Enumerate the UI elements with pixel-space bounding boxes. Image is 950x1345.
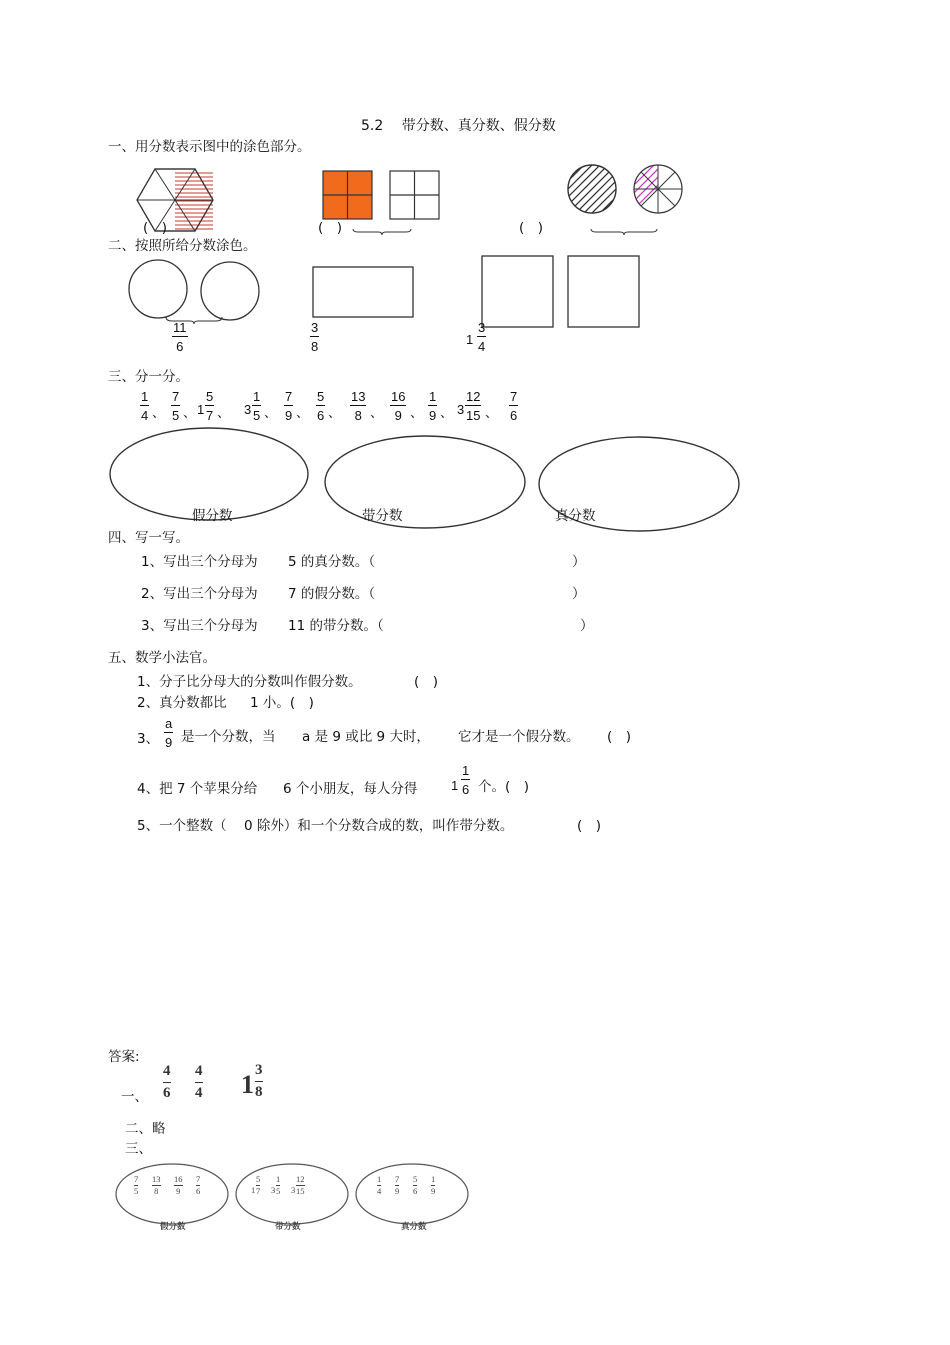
answer-mini-fraction: 1 4 (377, 1174, 382, 1196)
oval-label-proper: 真分数 (555, 508, 596, 524)
answer-oval-label-3: 真分数 (401, 1222, 427, 1232)
write-q2-a: 2、写出三个分母为 (141, 586, 258, 602)
fraction-list-item: $\frac{7}{9}$ (285, 389, 293, 423)
fraction-list-item: $\frac{1}{4}$ (141, 389, 149, 423)
answer-oval-2 (234, 1162, 350, 1228)
answer-mini-fraction: 12 15 (296, 1174, 305, 1196)
judge-q3-fraction: $\frac{a}{9}$ (165, 716, 173, 750)
fraction-list-separator: 、 (217, 406, 231, 421)
answer-mini-fraction: 7 5 (134, 1174, 139, 1196)
section-3-heading: 三、分一分。 (108, 369, 189, 385)
answer-mini-fraction: 5 7 (256, 1174, 261, 1196)
write-q2-close[interactable]: ） (572, 586, 586, 602)
rectangle-figure (312, 266, 416, 320)
judge-q3-b: a 是 9 或比 9 大时， (302, 729, 430, 745)
answer-mini-fraction: 5 6 (413, 1174, 418, 1196)
hatched-circle-figure (566, 163, 620, 217)
oval-label-improper: 假分数 (192, 508, 233, 524)
fraction-list-separator: 、 (410, 406, 424, 421)
brace-1 (352, 228, 412, 236)
section-2-heading: 二、按照所给分数涂色。 (108, 238, 257, 254)
sector-circle-figure (632, 163, 686, 217)
answer-mini-fraction: 13 8 (152, 1174, 161, 1196)
given-whole-3: 1 (466, 332, 474, 347)
brace-2 (590, 228, 658, 236)
judge-q3-paren[interactable]: ( ) (607, 729, 632, 745)
answer-blank-1[interactable]: ( ) (143, 220, 168, 236)
fraction-list-item: $\frac{13}{8}$ (351, 389, 366, 423)
judge-q3-c: 它才是一个假分数。 (458, 729, 580, 745)
answer-mini-fraction: 1 5 (276, 1174, 281, 1196)
fraction-list-separator: 、 (328, 406, 342, 421)
answer-3-label: 三、 (125, 1141, 152, 1157)
answer-blank-3[interactable]: ( ) (519, 220, 544, 236)
fraction-list-item: $\frac{7}{6}$ (510, 389, 518, 423)
answer-mini-whole: 3 (271, 1185, 276, 1195)
answer-3-image (112, 1160, 472, 1232)
page-title: 5.2 带分数、真分数、假分数 (361, 118, 556, 134)
fraction-list-whole: 3 (457, 402, 465, 417)
judge-q4-a: 4、把 7 个苹果分给 (137, 781, 258, 797)
answer-1-label: 一、 (121, 1089, 148, 1105)
write-q1-b: 5 的真分数。（ (288, 554, 376, 570)
judge-q5-a: 5、一个整数（ (137, 818, 227, 834)
answer-mini-fraction: 7 9 (395, 1174, 400, 1196)
fraction-list-separator: 、 (152, 406, 166, 421)
answer-1-fraction-2: $\frac{4}{4}$ (195, 1063, 203, 1101)
square-a-figure (481, 255, 555, 329)
answer-oval-label-1: 假分数 (160, 1222, 186, 1232)
given-fraction-2: $\frac{3}{8}$ (311, 320, 319, 354)
fraction-list-item: $\frac{12}{15}$ (466, 389, 481, 423)
fraction-list-separator: 、 (183, 406, 197, 421)
answer-1-fraction-1: $\frac{4}{6}$ (163, 1063, 171, 1101)
write-q3-a: 3、写出三个分母为 (141, 618, 258, 634)
empty-square-figure (389, 170, 441, 220)
judge-q4-fraction: $\frac{1}{6}$ (462, 763, 470, 797)
two-circles-figure (128, 258, 264, 324)
fraction-list-item: $\frac{1}{5}$ (253, 389, 261, 423)
answer-1-whole-3: 1 (241, 1070, 254, 1099)
write-q1-close[interactable]: ） (572, 554, 586, 570)
answer-mini-fraction: 1 9 (431, 1174, 436, 1196)
fraction-list-item: $\frac{7}{5}$ (172, 389, 180, 423)
judge-q2-a: 2、真分数都比 (137, 695, 227, 711)
answer-1-fraction-3: $\frac{3}{8}$ (255, 1062, 263, 1100)
section-4-heading: 四、写一写。 (108, 530, 189, 546)
fraction-list-whole: 1 (197, 402, 205, 417)
fraction-list-item: $\frac{5}{6}$ (317, 389, 325, 423)
judge-q3-pre: 3、 (137, 731, 160, 747)
section-5-heading: 五、数学小法官。 (108, 650, 216, 666)
fraction-list-separator: 、 (485, 406, 499, 421)
oval-mixed (323, 434, 529, 532)
given-fraction-1: $\frac{11}{6}$ (173, 320, 187, 354)
fraction-list-item: $\frac{16}{9}$ (391, 389, 406, 423)
answers-label: 答案: (108, 1049, 140, 1065)
fraction-list-separator: 、 (370, 406, 384, 421)
section-1-heading: 一、用分数表示图中的涂色部分。 (108, 139, 311, 155)
judge-q2-b[interactable]: 1 小。( ) (250, 695, 314, 711)
fraction-list-item: $\frac{5}{7}$ (206, 389, 214, 423)
answer-mini-fraction: 7 6 (196, 1174, 201, 1196)
answer-mini-whole: 3 (291, 1185, 296, 1195)
fraction-list-whole: 3 (244, 402, 252, 417)
judge-q4-c[interactable]: 个。( ) (478, 779, 530, 795)
judge-q4-whole: 1 (451, 778, 459, 793)
write-q3-b: 11 的带分数。（ (288, 618, 384, 634)
given-fraction-3: $\frac{3}{4}$ (478, 320, 486, 354)
write-q2-b: 7 的假分数。（ (288, 586, 376, 602)
square-b-figure (567, 255, 641, 329)
answer-oval-1 (114, 1162, 230, 1228)
judge-q4-b: 6 个小朋友，每人分得 (283, 781, 418, 797)
write-q1-a: 1、写出三个分母为 (141, 554, 258, 570)
fraction-list-item: $\frac{1}{9}$ (429, 389, 437, 423)
judge-q5-b: 0 除外）和一个分数合成的数，叫作带分数。 (244, 818, 514, 834)
answer-mini-fraction: 16 9 (174, 1174, 183, 1196)
answer-blank-2[interactable]: ( ) (318, 220, 343, 236)
answer-mini-whole: 1 (251, 1185, 256, 1195)
answer-2: 二、略 (125, 1121, 166, 1137)
answer-oval-3 (354, 1162, 470, 1228)
fraction-list-separator: 、 (296, 406, 310, 421)
judge-q1-paren[interactable]: ( ) (414, 674, 439, 690)
judge-q3-a: 是一个分数，当 (181, 729, 276, 745)
fraction-list-separator: 、 (264, 406, 278, 421)
oval-label-mixed: 带分数 (362, 508, 403, 524)
judge-q5-paren[interactable]: ( ) (577, 818, 602, 834)
write-q3-close[interactable]: ） (580, 618, 594, 634)
judge-q1: 1、分子比分母大的分数叫作假分数。 (137, 674, 362, 690)
answer-oval-label-2: 带分数 (275, 1222, 301, 1232)
orange-square-figure (322, 170, 374, 220)
fraction-list-separator: 、 (440, 406, 454, 421)
